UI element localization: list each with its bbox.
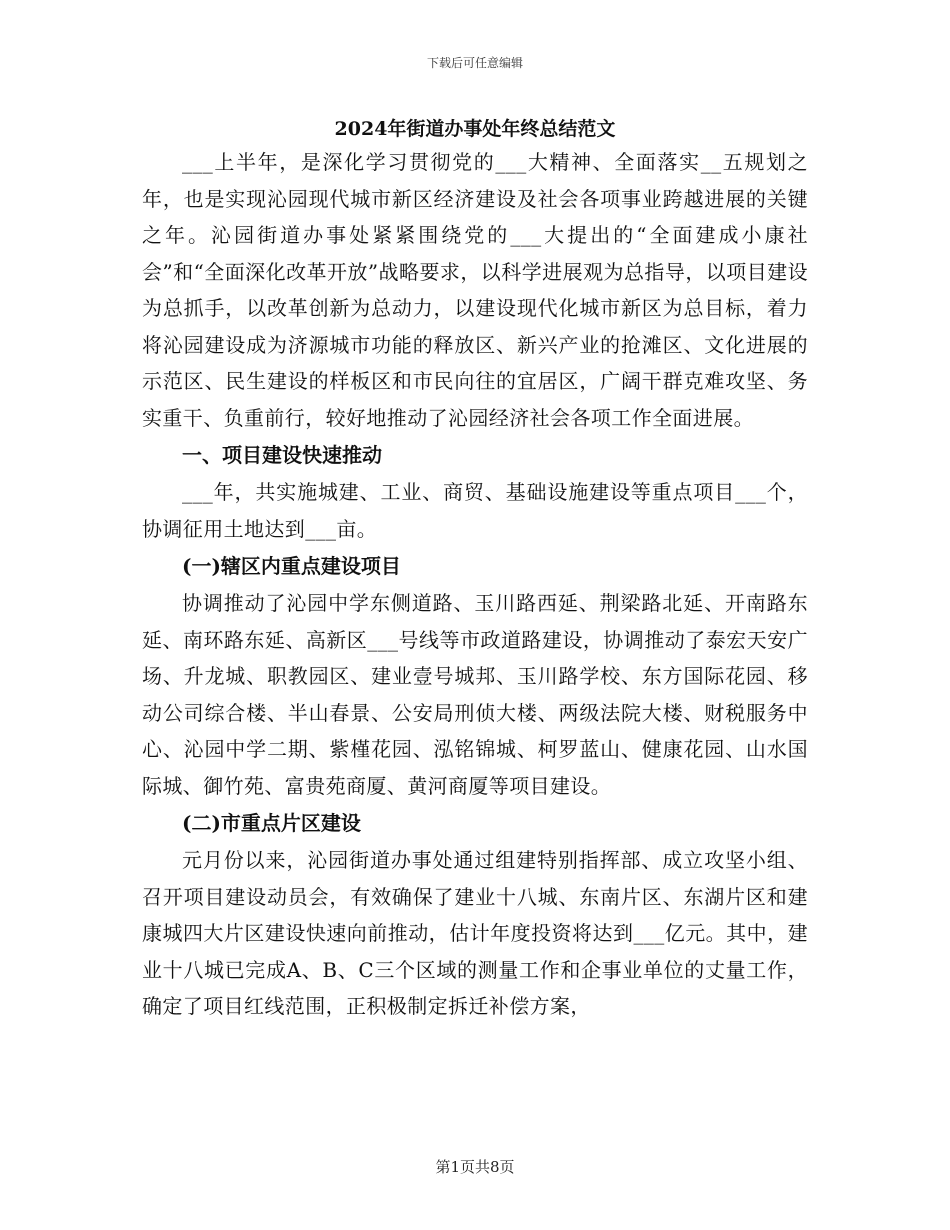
page-header-note: 下载后可任意编辑 bbox=[426, 56, 523, 70]
subsection-heading-1: (一)辖区内重点建设项目 bbox=[182, 554, 401, 578]
section-1-paragraph: ___年，共实施城建、工业、商贸、基础设施建设等重点项目___个，协调征用土地达到___亩。 bbox=[142, 480, 808, 541]
subsection-2-paragraph: 元月份以来，沁园街道办事处通过组建特别指挥部、成立攻坚小组、召开项目建设动员会，有效确保了建业十八城、东南片区、东湖片区和建康城四大片区建设快速向前推动，估计年度投资将达到___亿元。其中，建业十八城已完成A、B、C三个区域的测量工作和企事业单位的丈量工作，确定了项目红线范围，正积极制定拆迁补偿方案， bbox=[142, 848, 808, 1018]
subsection-heading-2: (二)市重点片区建设 bbox=[182, 811, 361, 835]
section-heading-1: 一、项目建设快速推动 bbox=[182, 443, 382, 467]
subsection-1-paragraph: 协调推动了沁园中学东侧道路、玉川路西延、荆梁路北延、开南路东延、南环路东延、高新区___号线等市政道路建设，协调推动了泰宏天安广场、升龙城、职教园区、建业壹号城邦、玉川路学校、东方国际花园、移动公司综合楼、半山春景、公安局刑侦大楼、两级法院大楼、财税服务中心、沁园中学二期、紫槿花园、泓铭锦城、柯罗蓝山、健康花园、山水国际城、御竹苑、富贵苑商厦、黄河商厦等项目建设。 bbox=[142, 591, 808, 798]
intro-paragraph: ___上半年，是深化学习贯彻党的___大精神、全面落实__五规划之年，也是实现沁园现代城市新区经济建设及社会各项事业跨越进展的关键之年。沁园街道办事处紧紧围绕党的___大提出的“全面建成小康社会”和“全面深化改革开放”战略要求，以科学进展观为总指导，以项目建设为总抓手，以改革创新为总动力，以建设现代化城市新区为总目标，着力将沁园建设成为济源城市功能的释放区、新兴产业的抢滩区、文化进展的示范区、民生建设的样板区和市民向往的宜居区，广阔干群克难攻坚、务实重干、负重前行，较好地推动了沁园经济社会各项工作全面进展。 bbox=[142, 150, 808, 430]
document-body bbox=[142, 144, 808, 1025]
page-number: 第1页共8页 bbox=[435, 1158, 515, 1176]
document-title: 2024年街道办事处年终总结范文 bbox=[334, 118, 616, 140]
